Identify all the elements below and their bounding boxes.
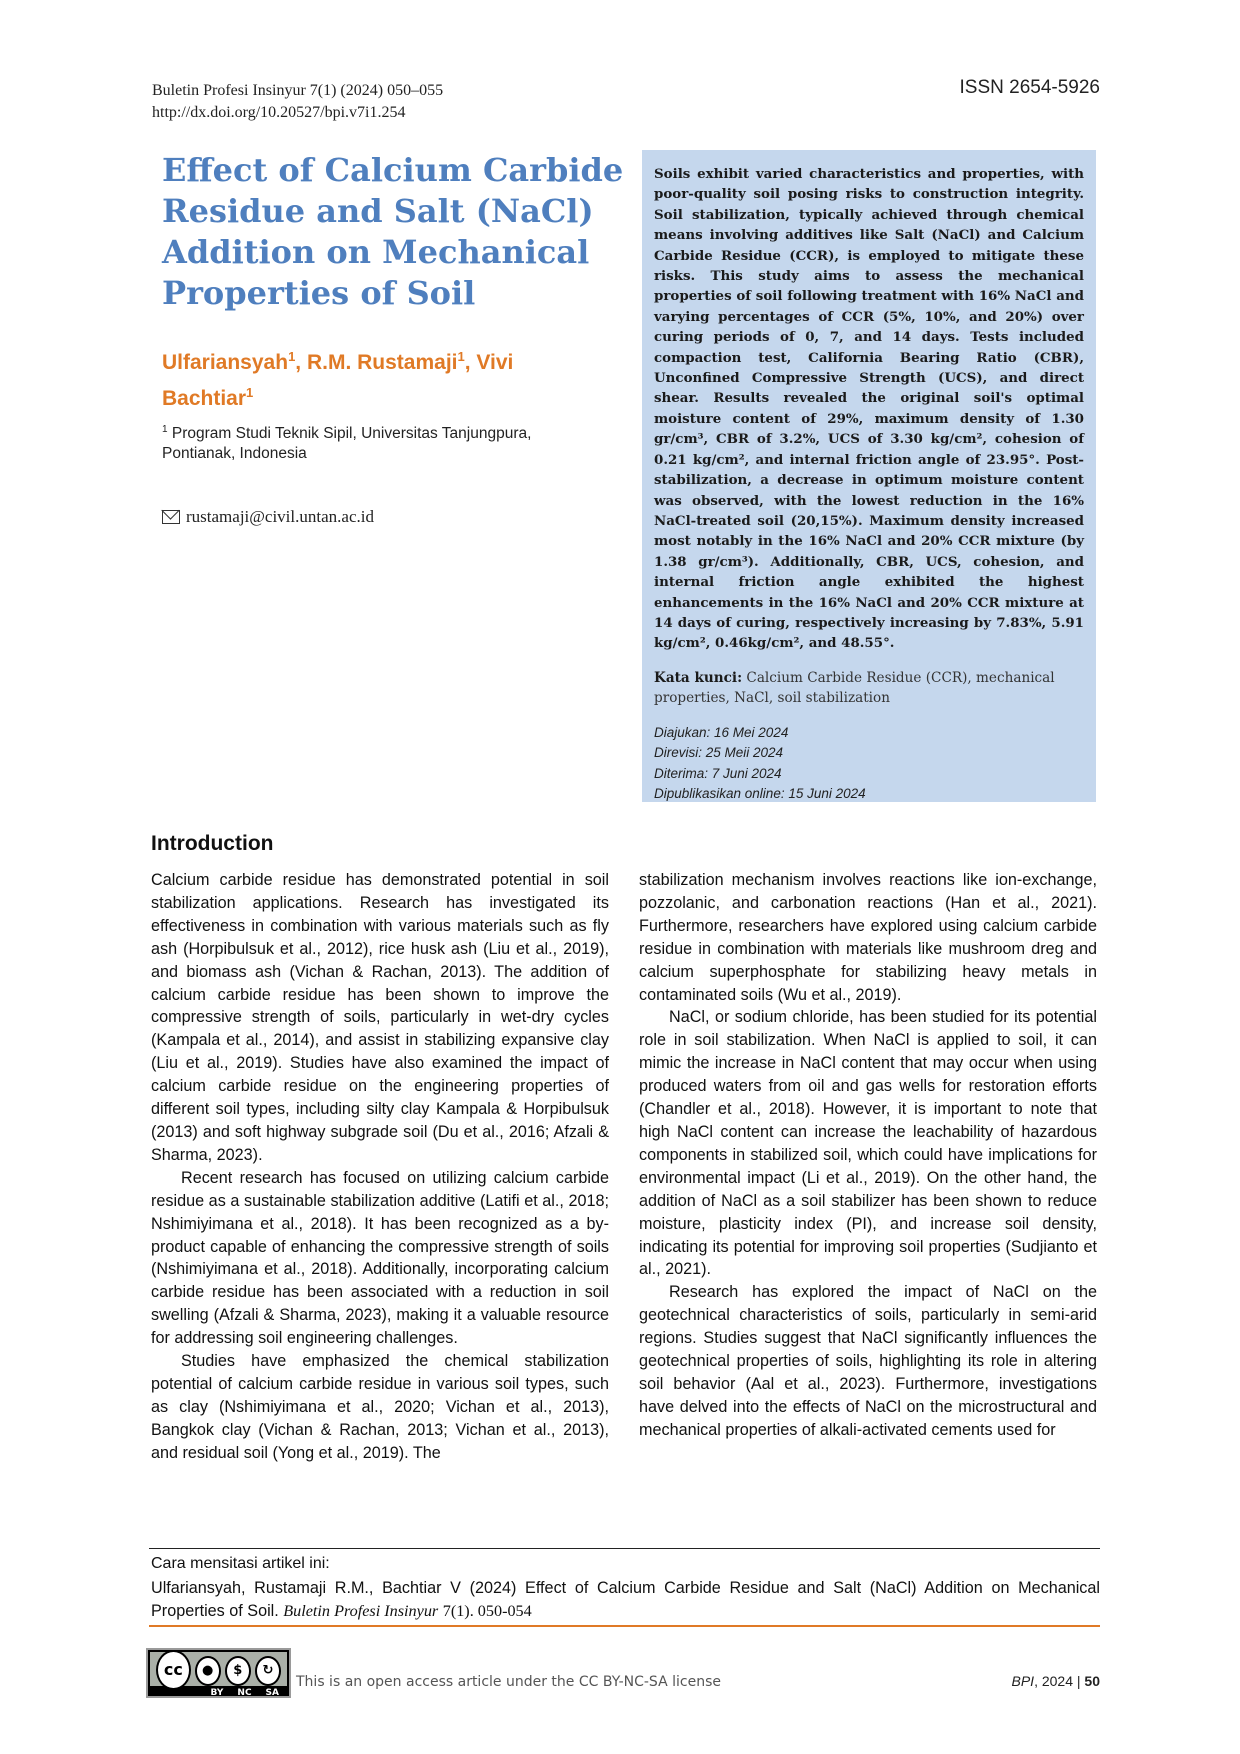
date-published: Dipublikasikan online: 15 Juni 2024 [654, 786, 866, 802]
cc-by-label: BY [210, 1688, 224, 1698]
paragraph: Studies have emphasized the chemical stabilization potential of calcium carbide residue in various soil types, such as clay (Nshimiyimana et al., 2020; Vichan et al., 2013), Bangkok clay (Vichan & Rachan, 2013; Vichan et al., 2013), and residual soil (Yong et al., 2019). The [151, 1352, 609, 1462]
citation-journal: Buletin Profesi Insinyur [283, 1602, 439, 1620]
keywords [654, 668, 1084, 709]
author-name: Ulfariansyah [162, 351, 289, 374]
keywords-label: Kata kunci: [654, 669, 743, 686]
author-affil-sup: 1 [288, 349, 296, 364]
issn: ISSN 2654-5926 [959, 77, 1100, 98]
page-year: , 2024 | [1034, 1673, 1085, 1689]
running-header [152, 80, 443, 124]
cc-icon: cc [156, 1650, 191, 1690]
citation-body: Ulfariansyah, Rustamaji R.M., Bachtiar V (2024) Effect of Calcium Carbide Residue and Salt (NaCl) Addition on Mechanical Properties of Soil. [151, 1579, 1100, 1620]
cc-icons [150, 1652, 287, 1686]
article-title: Effect of Calcium Carbide Residue and Salt (NaCl) Addition on Mechanical Properties of Soil [162, 151, 624, 312]
keywords-text: Calcium Carbide Residue (CCR), mechanical properties, NaCl, soil stabilization [654, 669, 1055, 707]
citation-text [151, 1577, 1100, 1623]
person-icon: ● [195, 1656, 221, 1686]
cc-license-badge[interactable] [146, 1648, 291, 1698]
affiliation [162, 420, 592, 464]
paragraph: Recent research has focused on utilizing calcium carbide residue as a sustainable stabilization additive (Latifi et al., 2018; Nshimiyimana et al., 2018). It has been recognized as a by-product capable of enhancing the compressive strength of soils (Nshimiyimana et al., 2018). Additionally, incorporating calcium carbide residue has been associated with a reduction in soil swelling (Afzali & Sharma, 2023), making it a valuable resource for addressing soil engineering challenges. [151, 1168, 609, 1348]
date-submitted: Diajukan: 16 Mei 2024 [654, 724, 789, 740]
author-name: Vivi Bachtiar [162, 351, 514, 410]
author-affil-sup: 1 [457, 349, 465, 364]
author-affil-sup: 1 [246, 385, 254, 400]
paragraph: Research has explored the impact of NaCl on the geotechnical characteristics of soils, particularly in semi-arid regions. Studies suggest that NaCl significantly influences the geotechnical properties of soils, highlighting its role in altering soil behavior (Aal et al., 2023). Furthermore, investigations have delved into the effects of NaCl on the microstructural and mechanical properties of alkali-activated cements used for [639, 1283, 1097, 1439]
journal-line: Buletin Profesi Insinyur 7(1) (2024) 050–055 [152, 82, 444, 99]
share-alike-icon: ↻ [255, 1656, 281, 1686]
section-heading: Introduction [151, 832, 274, 855]
paragraph: Calcium carbide residue has demonstrated potential in soil stabilization applications. Research has investigated its effectiveness in combination with various materials such as fly ash (Horpibulsuk et al., 2012), rice husk ash (Liu et al., 2019), and biomass ash (Vichan & Rachan, 2013). The addition of calcium carbide residue has been shown to improve the compressive strength of soils, particularly in wet-dry cycles (Kampala et al., 2014), and assist in stabilizing expansive clay (Liu et al., 2019). Studies have also examined the impact of calcium carbide residue on the engineering properties of different soil types, including silty clay Kampala & Horpibulsuk (2013) and soft highway subgrade soil (Du et al., 2016; Afzali & Sharma, 2023). [151, 871, 609, 1164]
citation-label: Cara mensitasi artikel ini: [151, 1555, 330, 1572]
email-address[interactable]: rustamaji@civil.untan.ac.id [186, 507, 374, 526]
cc-nc-label: NC [237, 1688, 252, 1698]
paragraph: stabilization mechanism involves reactions like ion-exchange, pozzolanic, and carbonation reactions (Han et al., 2021). Furthermore, researchers have explored using calcium carbide residue in combination with materials like mushroom dreg and calcium superphosphate for stabilizing heavy metals in contaminated soils (Wu et al., 2019). [639, 871, 1097, 1004]
abstract-box [642, 150, 1096, 802]
page-number [1012, 1673, 1101, 1689]
body-column-left [151, 869, 609, 1465]
affiliation-sup: 1 [162, 424, 168, 435]
author-list: Ulfariansyah$^1$, R.M. Rustamaji$^1$, Vivi Bachtiar$^1$ [162, 349, 514, 410]
license-text: This is an open access article under the CC BY-NC-SA license [296, 1674, 721, 1690]
affiliation-text: Program Studi Teknik Sipil, Universitas Tanjungpura, Pontianak, Indonesia [162, 425, 532, 463]
date-revised: Direvisi: 25 Meii 2024 [654, 745, 784, 761]
mail-icon [162, 510, 180, 524]
author-name: R.M. Rustamaji [306, 351, 458, 374]
body-column-right [639, 869, 1097, 1442]
footer-accent-rule [149, 1625, 1100, 1627]
date-accepted: Diterima: 7 Juni 2024 [654, 765, 782, 781]
cc-sa-label: SA [265, 1688, 279, 1698]
article-dates [654, 723, 1084, 805]
doi-link[interactable]: http://dx.doi.org/10.20527/bpi.v7i1.254 [152, 104, 406, 121]
email-contact [162, 507, 374, 527]
page-num-value: 50 [1084, 1673, 1100, 1689]
citation-pages: 7(1). 050-054 [442, 1602, 532, 1620]
cc-labels [148, 1688, 289, 1698]
paragraph: NaCl, or sodium chloride, has been studied for its potential role in soil stabilization. When NaCl is applied to soil, it can mimic the increase in NaCl content that may occur when using produced waters from oil and gas wells for restoration efforts (Chandler et al., 2018). However, it is important to note that high NaCl content can increase the leachability of hazardous components in stabilized soil, which could have implications for environmental impact (Li et al., 2019). On the other hand, the addition of NaCl as a soil stabilizer has been shown to reduce moisture, plasticity index (PI), and increase soil density, indicating its potential for improving soil properties (Sudjianto et al., 2021). [639, 1008, 1097, 1279]
page-journal: BPI [1011, 1673, 1035, 1689]
abstract-text: Soils exhibit varied characteristics and properties, with poor-quality soil posing risks to construction integrity. Soil stabilization, typically achieved through chemical means involving additives like Salt (NaCl) and Calcium Carbide Residue (CCR), is employed to mitigate these risks. This study aims to assess the mechanical properties of soil following treatment with 16% NaCl and varying percentages of CCR (5%, 10%, and 20%) over curing periods of 0, 7, and 14 days. Tests included compaction test, California Bearing Ratio (CBR), Unconfined Compressive Strength (UCS), and direct shear. Results revealed the original soil's optimal moisture content of 29%, maximum density of 1.30 gr/cm³, CBR of 3.2%, UCS of 3.30 kg/cm², cohesion of 0.21 kg/cm², and internal friction angle of 23.95°. Post-stabilization, a decrease in optimum moisture content was observed, with the lowest reduction in the 16% NaCl-treated soil (20,15%). Maximum density increased most notably in the 16% NaCl and 20% CCR mixture (by 1.38 gr/cm³). Additionally, CBR, UCS, cohesion, and internal friction angle exhibited the highest enhancements in the 16% NaCl and 20% CCR mixture at 14 days of curing, respectively increasing by 7.83%, 5.91 kg/cm², 0.46kg/cm², and 48.55°. [654, 166, 1084, 652]
no-dollar-icon: $ [225, 1656, 251, 1686]
footer-divider [149, 1548, 1100, 1549]
